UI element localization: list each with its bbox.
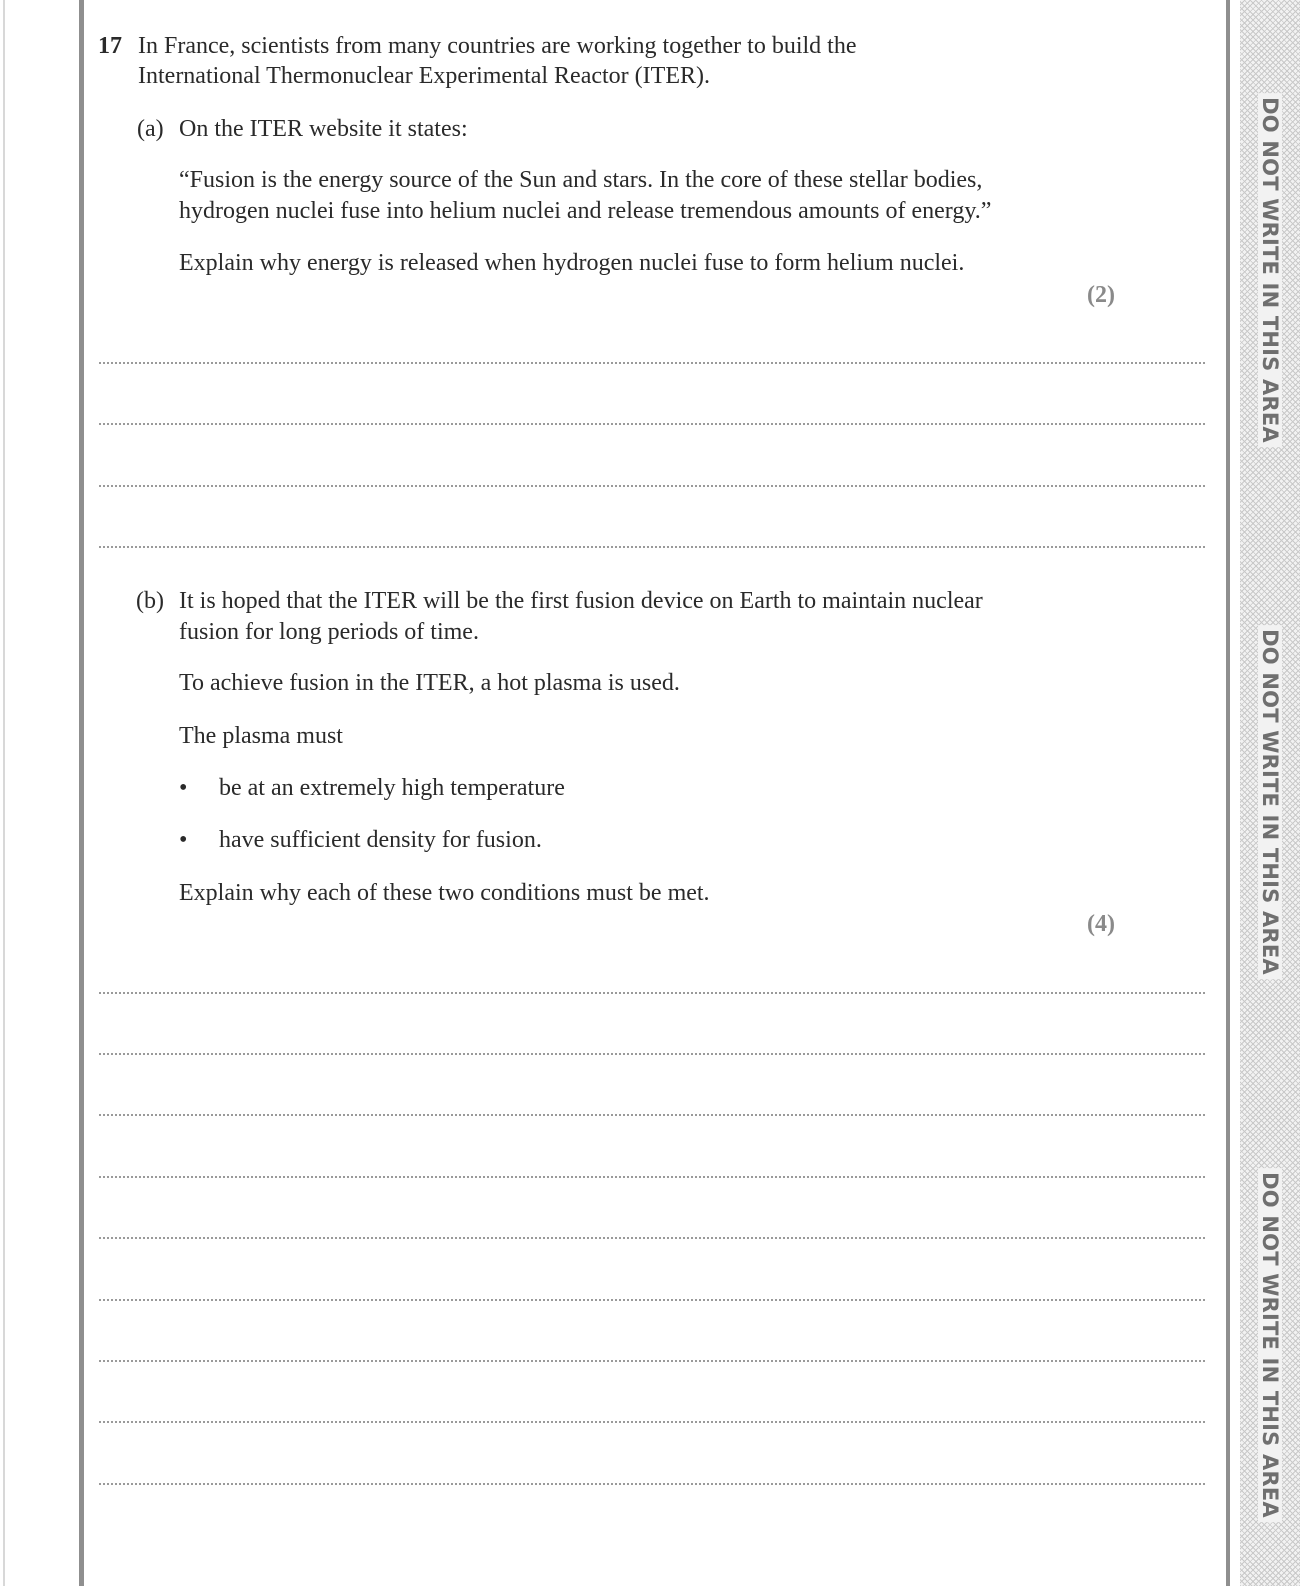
part-b-intro-line: fusion for long periods of time. [179,619,479,645]
bullet-item: have sufficient density for fusion. [219,827,542,853]
part-b-instruction: Explain why each of these two conditions must be met. [179,880,710,906]
bullet-marker: • [179,775,188,801]
answer-line[interactable] [99,1176,1205,1178]
part-a-quote-line: hydrogen nuclei fuse into helium nuclei and release tremendous amounts of energy.” [179,198,992,224]
answer-line[interactable] [99,1360,1205,1362]
part-b-sentence: To achieve fusion in the ITER, a hot plasma is used. [179,670,680,696]
part-a-marks: (2) [1087,282,1115,308]
bullet-marker: • [179,827,188,853]
answer-line[interactable] [99,1114,1205,1116]
left-margin-rule [79,0,84,1586]
answer-line[interactable] [99,1421,1205,1423]
answer-line[interactable] [99,485,1205,487]
right-margin-rule [1226,0,1230,1586]
question-number: 17 [98,33,122,59]
answer-line[interactable] [99,1299,1205,1301]
answer-line[interactable] [99,1053,1205,1055]
question-intro-line: International Thermonuclear Experimental Reactor (ITER). [138,63,710,89]
question-intro-line: In France, scientists from many countries are working together to build the [138,33,857,59]
part-a-instruction: Explain why energy is released when hydrogen nuclei fuse to form helium nuclei. [179,250,965,276]
answer-line[interactable] [99,546,1205,548]
part-b-intro-line: It is hoped that the ITER will be the first fusion device on Earth to maintain nuclear [179,588,983,614]
part-b-lead: The plasma must [179,723,343,749]
answer-line[interactable] [99,1237,1205,1239]
part-a-lead: On the ITER website it states: [179,116,468,142]
part-b-marks: (4) [1087,911,1115,937]
part-a-quote-line: “Fusion is the energy source of the Sun and stars. In the core of these stellar bodies, [179,167,983,193]
answer-line[interactable] [99,1483,1205,1485]
bullet-item: be at an extremely high temperature [219,775,565,801]
page-left-edge [3,0,5,1586]
answer-line[interactable] [99,362,1205,364]
part-b-label: (b) [136,588,164,614]
answer-line[interactable] [99,423,1205,425]
answer-line[interactable] [99,992,1205,994]
part-a-label: (a) [137,116,164,142]
